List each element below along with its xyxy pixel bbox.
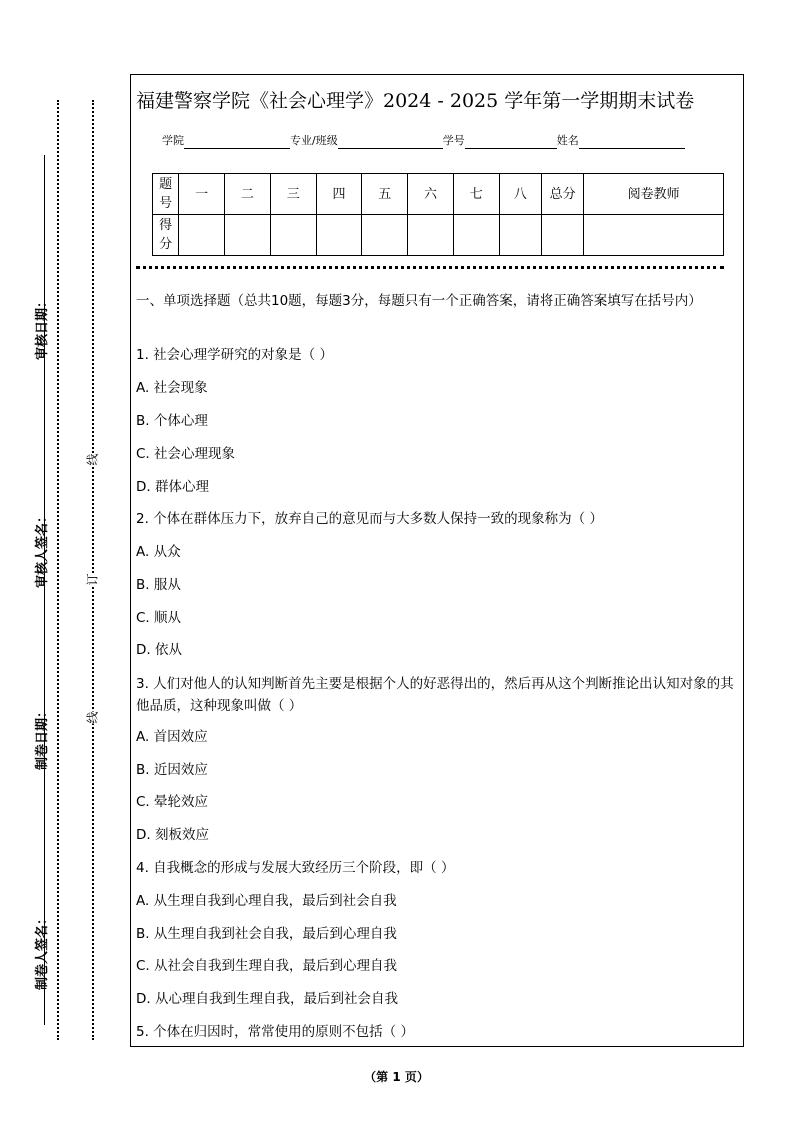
score-cell[interactable] (541, 215, 583, 256)
score-cell[interactable] (179, 215, 225, 256)
col-header: 阅卷教师 (584, 174, 724, 215)
score-cell[interactable] (225, 215, 271, 256)
student-id-label: 学号 (442, 134, 465, 147)
option: D. 刻板效应 (136, 827, 209, 843)
col-header: 二 (225, 174, 271, 215)
option: C. 从社会自我到生理自我，最后到心理自我 (136, 958, 398, 974)
score-cell[interactable] (316, 215, 362, 256)
score-table (152, 173, 724, 256)
label-review-date: 审核日期： (35, 294, 50, 360)
label-reviewer-sign: 审核人签名： (35, 509, 50, 588)
option: D. 依从 (136, 642, 182, 658)
col-header: 五 (362, 174, 408, 215)
option: B. 近因效应 (136, 762, 208, 778)
col-header: 六 (408, 174, 454, 215)
col-header: 八 (499, 174, 541, 215)
col-header: 三 (270, 174, 316, 215)
option: D. 群体心理 (136, 479, 209, 495)
major-field[interactable] (338, 134, 443, 149)
option: C. 晕轮效应 (136, 794, 209, 810)
option: A. 从众 (136, 544, 181, 560)
score-cell[interactable] (453, 215, 499, 256)
exam-title: 福建警察学院《社会心理学》2024 - 2025 学年第一学期期末试卷 (136, 90, 695, 112)
option: B. 服从 (136, 577, 181, 593)
option: B. 从生理自我到社会自我，最后到心理自我 (136, 926, 397, 942)
score-table-header-row (153, 174, 724, 215)
question-stem: 4. 自我概念的形成与发展大致经历三个阶段，即（ ） (136, 860, 455, 876)
score-cell[interactable] (270, 215, 316, 256)
option: D. 从心理自我到生理自我，最后到社会自我 (136, 991, 398, 1007)
score-cell[interactable] (499, 215, 541, 256)
college-label: 学院 (162, 134, 184, 147)
label-maker-sign: 制卷人签名： (35, 911, 50, 990)
score-cell[interactable] (362, 215, 408, 256)
margin-dotted-line-left (57, 100, 59, 1040)
question-stem: 3. 人们对他人的认知判断首先主要是根据个人的好恶得出的，然后再从这个判断推论出认知对象的其他品质，这种现象叫做（ ） (136, 676, 734, 714)
section-heading: 一、单项选择题（总共10题，每题3分，每题只有一个正确答案，请将正确答案填写在括号内） (136, 293, 702, 309)
margin-char-line-bottom: 线 (83, 711, 102, 723)
option: A. 首因效应 (136, 729, 208, 745)
score-cell[interactable] (408, 215, 454, 256)
label-make-date: 制卷日期： (35, 704, 50, 770)
page-number: （第 1 页） (364, 1070, 429, 1084)
question-stem: 2. 个体在群体压力下，放弃自己的意见而与大多数人保持一致的现象称为（ ） (136, 511, 603, 527)
question-number-label: 题号 (153, 174, 179, 215)
score-cell[interactable] (584, 215, 724, 256)
score-table-score-row (153, 215, 724, 256)
question-stem: 1. 社会心理学研究的对象是（ ） (136, 347, 333, 363)
option: B. 个体心理 (136, 413, 208, 429)
name-field[interactable] (579, 134, 685, 149)
major-label: 专业/班级 (290, 134, 338, 147)
margin-solid-line (44, 155, 45, 1025)
student-info-row (162, 131, 685, 149)
margin-dotted-line-right (92, 100, 94, 1040)
name-label: 姓名 (556, 134, 579, 147)
col-header: 七 (453, 174, 499, 215)
dotted-separator (136, 266, 724, 269)
margin-char-ding: 订 (83, 573, 102, 585)
col-header: 四 (316, 174, 362, 215)
question-stem: 5. 个体在归因时，常常使用的原则不包括（ ） (136, 1024, 414, 1040)
score-label: 得分 (153, 215, 179, 256)
option: C. 顺从 (136, 610, 182, 626)
col-header: 一 (179, 174, 225, 215)
option: C. 社会心理现象 (136, 446, 236, 462)
margin-char-line-top: 线 (83, 453, 102, 465)
college-field[interactable] (184, 134, 290, 149)
option: A. 社会现象 (136, 380, 208, 396)
student-id-field[interactable] (465, 134, 557, 149)
col-header: 总分 (541, 174, 583, 215)
option: A. 从生理自我到心理自我，最后到社会自我 (136, 893, 397, 909)
